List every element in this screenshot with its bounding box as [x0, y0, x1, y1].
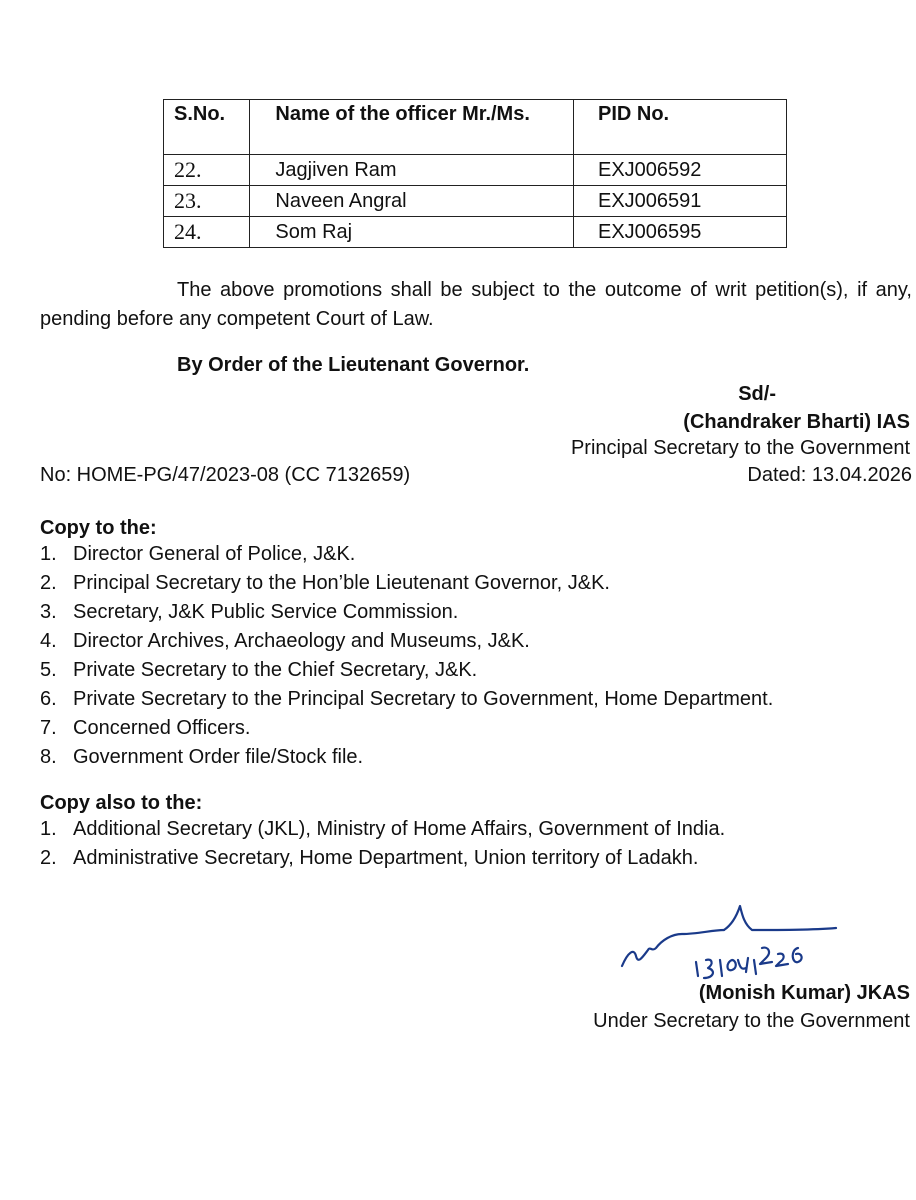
list-item-text: Secretary, J&K Public Service Commission. — [73, 601, 459, 623]
officer-table — [163, 99, 787, 248]
copy-to-list — [40, 540, 773, 772]
row-name: Som Raj — [250, 217, 574, 248]
table-row — [164, 217, 787, 248]
row-pid: EXJ006591 — [573, 186, 786, 217]
list-item-number: 1. — [40, 818, 57, 840]
list-item — [40, 815, 725, 844]
list-item — [40, 844, 725, 873]
list-item — [40, 656, 773, 685]
signature-date-rest — [720, 948, 802, 976]
list-item-number: 2. — [40, 847, 57, 869]
list-item-text: Principal Secretary to the Hon’ble Lieutenant Governor, J&K. — [73, 572, 610, 594]
table-header-row — [164, 100, 787, 155]
list-item-number: 7. — [40, 717, 57, 739]
order-number: No: HOME-PG/47/2023-08 (CC 7132659) — [40, 464, 411, 486]
handwritten-signature — [612, 900, 872, 980]
row-pid: EXJ006592 — [573, 155, 786, 186]
header-name: Name of the officer Mr./Ms. — [250, 100, 574, 155]
row-pid: EXJ006595 — [573, 217, 786, 248]
list-item-number: 6. — [40, 688, 57, 710]
header-pid: PID No. — [573, 100, 786, 155]
list-item — [40, 714, 773, 743]
header-sno: S.No. — [164, 100, 250, 155]
row-name: Jagjiven Ram — [250, 155, 574, 186]
row-sno: 23. — [164, 186, 250, 217]
list-item-number: 1. — [40, 543, 57, 565]
list-item-text: Additional Secretary (JKL), Ministry of Home Affairs, Government of India. — [73, 818, 726, 840]
list-item-number: 4. — [40, 630, 57, 652]
copy-also-to-title: Copy also to the: — [40, 792, 203, 814]
undersigned-designation: Under Secretary to the Government — [593, 1010, 910, 1032]
list-item — [40, 685, 773, 714]
list-item-text: Director Archives, Archaeology and Museums, J&K. — [73, 630, 530, 652]
list-item — [40, 627, 773, 656]
list-item-number: 5. — [40, 659, 57, 681]
row-name: Naveen Angral — [250, 186, 574, 217]
by-order-line: By Order of the Lieutenant Governor. — [177, 354, 530, 376]
table-row — [164, 186, 787, 217]
list-item-text: Private Secretary to the Chief Secretary, J&K. — [73, 659, 478, 681]
sd-mark: Sd/- — [738, 383, 776, 405]
row-sno: 24. — [164, 217, 250, 248]
list-item-number: 3. — [40, 601, 57, 623]
order-date: Dated: 13.04.2026 — [747, 464, 912, 486]
list-item-text: Private Secretary to the Principal Secretary to Government, Home Department. — [73, 688, 774, 710]
undersigned-name: (Monish Kumar) JKAS — [698, 982, 910, 1004]
promotion-condition-paragraph: The above promotions shall be subject to the outcome of writ petition(s), if any, pending before any competent Court of Law. — [40, 279, 912, 330]
list-item — [40, 540, 773, 569]
list-item-text: Director General of Police, J&K. — [73, 543, 356, 565]
list-item-number: 2. — [40, 572, 57, 594]
list-item — [40, 598, 773, 627]
list-item-number: 8. — [40, 746, 57, 768]
signatory-designation: Principal Secretary to the Government — [570, 437, 910, 459]
list-item — [40, 743, 773, 772]
list-item — [40, 569, 773, 598]
list-item-text: Administrative Secretary, Home Department, Union territory of Ladakh. — [73, 847, 699, 869]
signature-date-13 — [696, 960, 713, 978]
row-sno: 22. — [164, 155, 250, 186]
list-item-text: Concerned Officers. — [73, 717, 251, 739]
list-item-text: Government Order file/Stock file. — [73, 746, 364, 768]
signature-flourish — [724, 906, 836, 930]
copy-also-to-list — [40, 815, 725, 873]
table-row — [164, 155, 787, 186]
signatory-name: (Chandraker Bharti) IAS — [683, 411, 910, 433]
copy-to-title: Copy to the: — [40, 517, 157, 539]
